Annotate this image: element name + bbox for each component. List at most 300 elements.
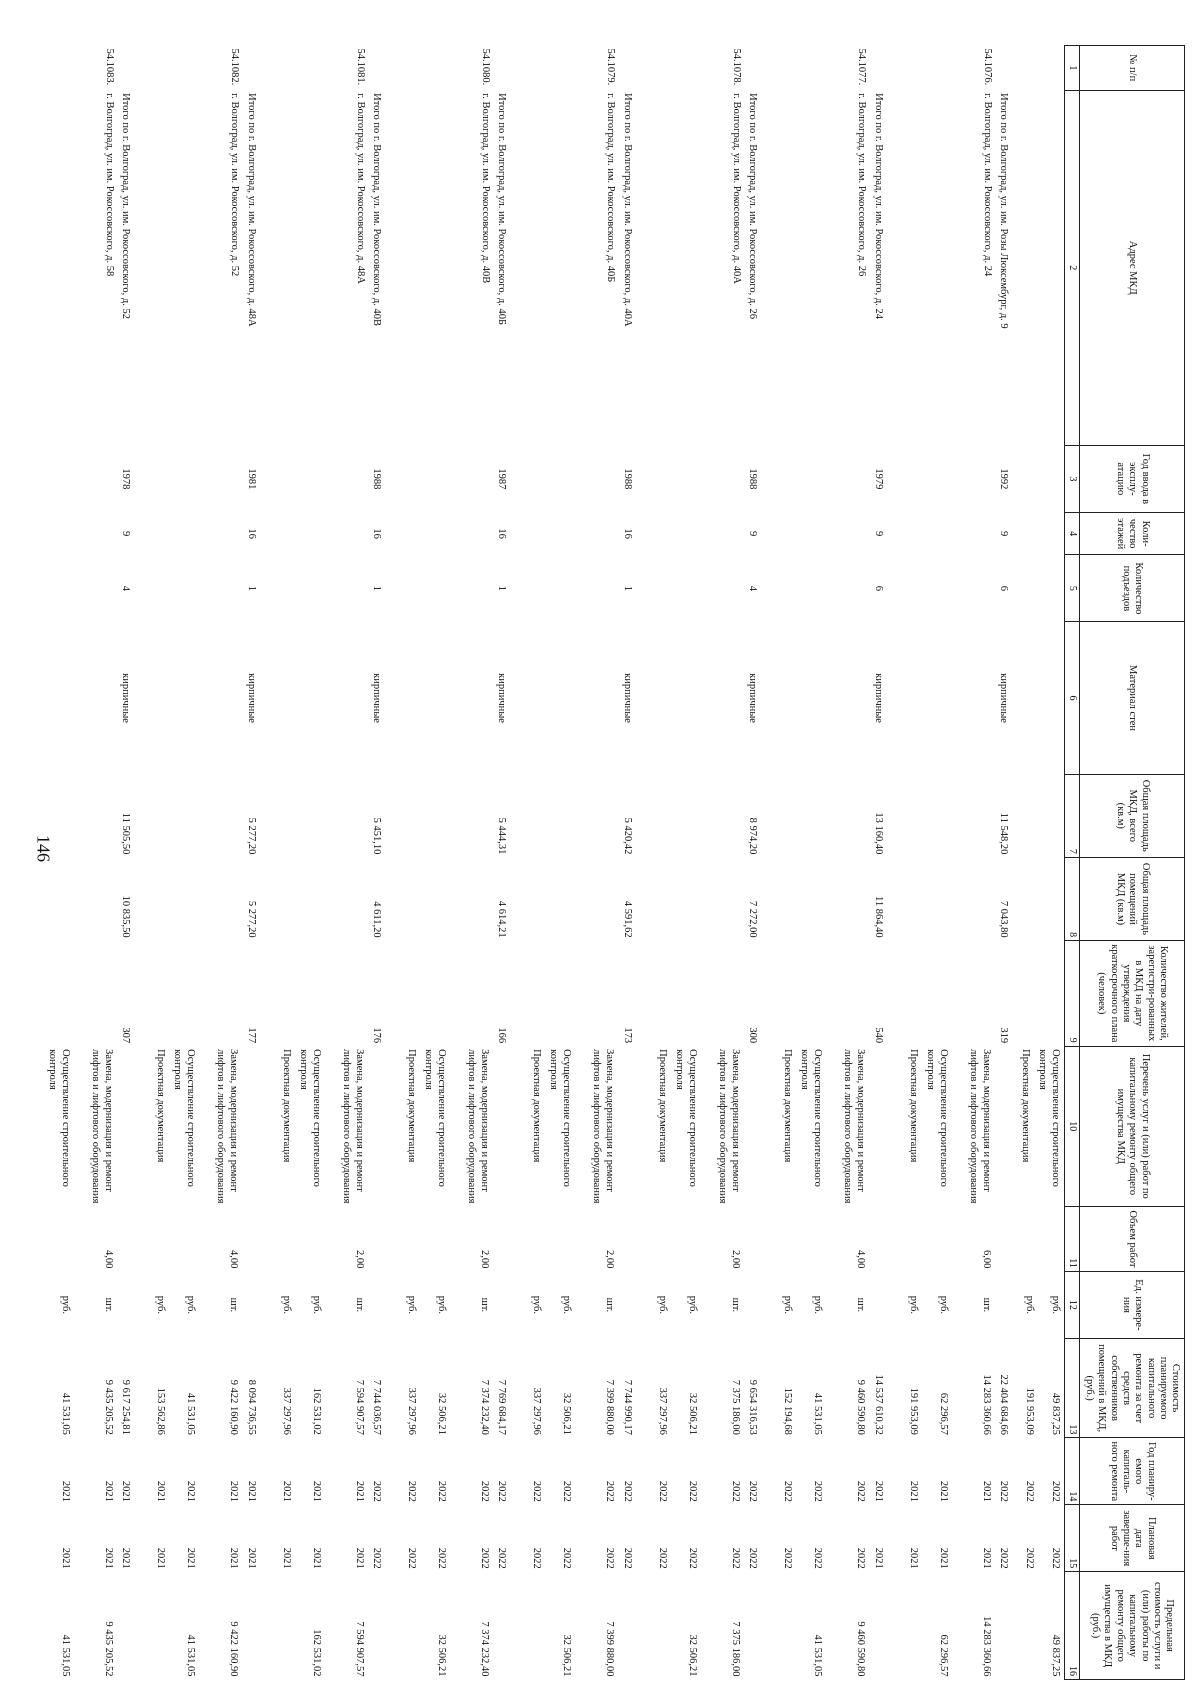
costs	[637, 1338, 744, 1437]
limit-cost: 49 837,25	[1050, 1634, 1061, 1677]
rooms-area: 7 272,00	[747, 900, 759, 938]
column-number: 6	[1065, 622, 1080, 774]
floors: 9	[872, 531, 884, 537]
floors: 16	[371, 528, 383, 539]
cost: 41 531,05	[60, 1392, 71, 1435]
limit-cost: 9 422 160,90	[228, 1621, 240, 1677]
work-volume: 4,00	[103, 1250, 114, 1269]
work-name: Замена, модернизация и ремонт лифтов и лифтового оборудования	[591, 1049, 616, 1204]
wall-material: кирпичные	[872, 673, 884, 723]
residents-count: 300	[747, 1027, 759, 1044]
unit: шт.	[729, 1297, 741, 1313]
limits	[386, 1572, 493, 1680]
residents-count: 307	[120, 1027, 132, 1044]
limit-cost: 41 531,05	[812, 1634, 824, 1677]
entrances: 6	[998, 585, 1009, 592]
limit-cost: 32 506,21	[561, 1634, 573, 1677]
cost: 337 297,96	[531, 1387, 543, 1435]
years	[637, 1438, 744, 1505]
limit-cost	[639, 1575, 669, 1677]
completion-date: 2021	[353, 1547, 365, 1569]
unit: руб.	[656, 1295, 668, 1314]
rotated-table-container	[47, 45, 1185, 1680]
total-cost: 9 654 316,53	[747, 1379, 759, 1435]
total-area: 11 548,20	[998, 812, 1009, 855]
address-row	[888, 46, 995, 1680]
work-name: Осуществление строительного контроля	[924, 1049, 949, 1187]
work-name: Осуществление строительного контроля	[548, 1049, 573, 1187]
header-cell: № п/п	[1080, 46, 1185, 91]
completion-date: 2021	[310, 1547, 322, 1569]
residents-count: 176	[371, 1027, 383, 1044]
total-year: 2022	[496, 1480, 508, 1502]
work-name: Осуществление строительного контроля	[47, 1049, 71, 1187]
unit: шт.	[103, 1297, 114, 1313]
volumes	[261, 1206, 368, 1271]
work-volume	[639, 1209, 669, 1268]
column-number: 16	[1065, 1572, 1080, 1680]
total-cost: 7 769 684,17	[496, 1379, 508, 1435]
work-volume	[544, 1209, 574, 1268]
work-name: Проектная документация	[907, 1049, 919, 1163]
work-volume	[890, 1209, 920, 1268]
limits	[135, 1572, 242, 1680]
total-date: 2021	[245, 1547, 257, 1569]
limit-cost	[388, 1575, 418, 1677]
units	[637, 1271, 744, 1338]
completion-date: 2022	[729, 1547, 741, 1569]
unit: руб.	[1050, 1295, 1061, 1314]
unit: шт.	[980, 1297, 992, 1313]
completion-date: 2021	[60, 1547, 71, 1569]
cost: 7 594 907,57	[353, 1379, 365, 1435]
unit: руб.	[185, 1295, 197, 1314]
total-row	[995, 46, 1013, 1680]
row-number: 54.1078.	[730, 48, 742, 86]
limit-cost: 7 399 880,00	[604, 1621, 616, 1677]
floors: 16	[496, 528, 508, 539]
entrances: 4	[120, 585, 132, 592]
units	[888, 1271, 995, 1338]
address: г. Волгоград, ул. им. Рокоссовского, д. 52	[229, 93, 241, 277]
completion-date: 2022	[855, 1547, 867, 1569]
cost: 32 506,21	[561, 1392, 573, 1435]
header-cell: Стоимость планируемого капитального ремонта за счет средств собственников помещений в МКД, (руб.)	[1080, 1338, 1185, 1437]
limit-cost	[137, 1575, 167, 1677]
dates	[762, 1505, 869, 1572]
cost: 191 953,09	[907, 1387, 919, 1435]
unit: шт.	[479, 1297, 491, 1313]
costs	[762, 1338, 869, 1437]
limit-cost: 14 283 360,66	[980, 1616, 992, 1677]
completion-date: 2022	[782, 1547, 794, 1569]
repair-year: 2022	[436, 1480, 448, 1502]
commission-year: 1978	[120, 468, 132, 490]
total-date: 2021	[120, 1547, 132, 1569]
unit: руб.	[1024, 1295, 1035, 1314]
total-row	[117, 46, 135, 1680]
unit: руб.	[60, 1295, 71, 1314]
column-number: 11	[1065, 1206, 1080, 1271]
cost: 32 506,21	[686, 1392, 698, 1435]
units	[386, 1271, 493, 1338]
total-row	[242, 46, 260, 1680]
work-volume	[669, 1209, 699, 1268]
repair-year: 2021	[103, 1480, 114, 1502]
years	[261, 1438, 368, 1505]
total-year: 2022	[371, 1480, 383, 1502]
residents-count: 166	[496, 1027, 508, 1044]
repair-year: 2022	[812, 1480, 824, 1502]
header-cell: Общая площадь помещений МКД (кв.м)	[1080, 857, 1185, 940]
total-year: 2021	[120, 1480, 132, 1502]
work-name: Замена, модернизация и ремонт лифтов и лифтового оборудования	[340, 1049, 365, 1204]
limit-cost: 7 375 186,00	[729, 1621, 741, 1677]
header-row	[1080, 46, 1185, 1680]
limit-cost: 7 594 907,57	[353, 1621, 365, 1677]
header-cell: Количество жителей, зарегистри-рованных в МКД на дату утверждения краткосрочного плана (человек)	[1080, 941, 1185, 1047]
total-label: Итого по г. Волгоград, ул. им. Рокоссовского, д. 40В	[371, 93, 383, 326]
work-name: Осуществление строительного контроля	[297, 1049, 322, 1187]
address-row	[762, 46, 869, 1680]
limit-cost: 32 506,21	[686, 1634, 698, 1677]
entrances: 1	[621, 585, 633, 592]
repair-year: 2021	[228, 1480, 240, 1502]
address: г. Волгоград, ул. им. Рокоссовского, д. 26	[856, 93, 868, 277]
limit-cost: 9 435 205,52	[103, 1621, 114, 1677]
column-number: 3	[1065, 445, 1080, 512]
column-number: 4	[1065, 512, 1080, 555]
unit: руб.	[561, 1295, 573, 1314]
entrances: 6	[872, 585, 884, 592]
total-label: Итого по г. Волгоград, ул. им. Рокоссовского, д. 40Б	[496, 93, 508, 325]
cost: 14 283 360,66	[980, 1374, 992, 1435]
commission-year: 1987	[496, 468, 508, 490]
address: г. Волгоград, ул. им. Рокоссовского, д. 40Б	[605, 93, 617, 283]
total-area: 5 444,31	[496, 817, 508, 855]
limit-cost: 41 531,05	[185, 1634, 197, 1677]
header-cell: Год планиру-емого капиталь-ного ремонта	[1080, 1438, 1185, 1505]
completion-date: 2022	[686, 1547, 698, 1569]
entrances: 4	[747, 585, 759, 592]
wall-material: кирпичные	[621, 673, 633, 723]
completion-date: 2022	[406, 1547, 418, 1569]
units	[762, 1271, 869, 1338]
work-name: Осуществление строительного контроля	[423, 1049, 448, 1187]
work-name: Проектная документация	[406, 1049, 418, 1163]
completion-date: 2022	[1050, 1547, 1061, 1569]
total-label: Итого по г. Волгоград, ул. им. Рокоссовского, д. 40А	[621, 93, 633, 327]
column-number: 14	[1065, 1438, 1080, 1505]
rooms-area: 10 835,50	[120, 895, 132, 938]
column-number-row	[1065, 46, 1080, 1680]
repair-year: 2022	[729, 1480, 741, 1502]
repair-year: 2022	[561, 1480, 573, 1502]
floors: 16	[245, 528, 257, 539]
header-cell: Адрес МКД	[1080, 90, 1185, 445]
unit: шт.	[604, 1297, 616, 1313]
unit: руб.	[782, 1295, 794, 1314]
dates	[888, 1505, 995, 1572]
work-name: Проектная документация	[1020, 1049, 1031, 1163]
total-year: 2022	[747, 1480, 759, 1502]
completion-date: 2022	[436, 1547, 448, 1569]
volumes	[40, 1206, 117, 1271]
unit: руб.	[937, 1295, 949, 1314]
total-date: 2022	[998, 1547, 1009, 1569]
floors: 9	[998, 531, 1009, 537]
header-cell: Количество подъездов	[1080, 555, 1185, 622]
work-volume	[418, 1209, 448, 1268]
years	[762, 1438, 869, 1505]
total-year: 2021	[245, 1480, 257, 1502]
work-volume	[794, 1209, 824, 1268]
column-number: 9	[1065, 941, 1080, 1047]
work-volume: 2,00	[353, 1250, 365, 1269]
years	[135, 1438, 242, 1505]
column-number: 7	[1065, 774, 1080, 857]
repair-year: 2022	[855, 1480, 867, 1502]
repair-year: 2022	[686, 1480, 698, 1502]
cost: 191 953,09	[1024, 1387, 1035, 1435]
work-name: Осуществление строительного контроля	[172, 1049, 197, 1187]
work-name: Проектная документация	[531, 1049, 543, 1163]
total-date: 2021	[872, 1547, 884, 1569]
table-body	[40, 46, 1065, 1680]
work-volume: 2,00	[479, 1250, 491, 1269]
header-cell: Коли-чество этажей	[1080, 512, 1185, 555]
limit-cost: 162 531,02	[310, 1629, 322, 1677]
works-list	[40, 1046, 117, 1206]
address-row	[261, 46, 368, 1680]
cost: 41 531,05	[812, 1392, 824, 1435]
column-number: 1	[1065, 46, 1080, 91]
header-cell: Год ввода в эксплу-атацию	[1080, 445, 1185, 512]
repair-year: 2021	[353, 1480, 365, 1502]
column-number: 8	[1065, 857, 1080, 940]
rooms-area: 11 864,40	[872, 895, 884, 938]
cost: 337 297,96	[656, 1387, 668, 1435]
residents-count: 177	[245, 1027, 257, 1044]
units	[135, 1271, 242, 1338]
total-row	[744, 46, 762, 1680]
repair-year: 2021	[937, 1480, 949, 1502]
repair-year: 2021	[980, 1480, 992, 1502]
years	[512, 1438, 619, 1505]
total-cost: 8 094 736,55	[245, 1379, 257, 1435]
work-name: Проектная документация	[782, 1049, 794, 1163]
units	[512, 1271, 619, 1338]
total-label: Итого по г. Волгоград, ул. им. Розы Люксембург, д. 9	[998, 93, 1009, 329]
repair-year: 2022	[782, 1480, 794, 1502]
completion-date: 2021	[103, 1547, 114, 1569]
work-name: Осуществление строительного контроля	[673, 1049, 698, 1187]
column-number: 5	[1065, 555, 1080, 622]
work-volume	[263, 1209, 293, 1268]
volumes	[762, 1206, 869, 1271]
completion-date: 2021	[980, 1547, 992, 1569]
residents-count: 540	[872, 1027, 884, 1044]
unit: руб.	[812, 1295, 824, 1314]
work-volume: 2,00	[604, 1250, 616, 1269]
volumes	[637, 1206, 744, 1271]
dates	[512, 1505, 619, 1572]
total-label: Итого по г. Волгоград, ул. им. Рокоссовского, д. 26	[747, 93, 759, 319]
cost: 9 435 205,52	[103, 1379, 114, 1435]
volumes	[888, 1206, 995, 1271]
column-number: 15	[1065, 1505, 1080, 1572]
work-volume	[514, 1209, 544, 1268]
works-list	[512, 1046, 619, 1206]
total-cost: 14 537 610,32	[872, 1374, 884, 1435]
commission-year: 1992	[998, 468, 1009, 490]
cost: 7 374 232,40	[479, 1379, 491, 1435]
dates	[40, 1505, 117, 1572]
dates	[637, 1505, 744, 1572]
rooms-area: 4 591,62	[621, 900, 633, 938]
work-volume	[920, 1209, 950, 1268]
total-label: Итого по г. Волгоград, ул. им. Рокоссовского, д. 24	[872, 93, 884, 319]
works-list	[762, 1046, 869, 1206]
cost: 9 460 590,80	[855, 1379, 867, 1435]
work-name: Замена, модернизация и ремонт лифтов и лифтового оборудования	[716, 1049, 741, 1204]
address-row	[135, 46, 242, 1680]
work-volume	[42, 1209, 72, 1268]
works-list	[261, 1046, 368, 1206]
cost: 41 531,05	[185, 1392, 197, 1435]
repair-year: 2021	[280, 1480, 292, 1502]
work-name: Осуществление строительного контроля	[799, 1049, 824, 1187]
work-volume: 2,00	[729, 1250, 741, 1269]
completion-date: 2022	[656, 1547, 668, 1569]
work-volume: 6,00	[980, 1250, 992, 1269]
address: г. Волгоград, ул. им. Рокоссовского, д. 24	[981, 93, 993, 277]
work-name: Проектная документация	[155, 1049, 167, 1163]
limit-cost: 9 460 590,80	[855, 1621, 867, 1677]
repair-year: 2022	[604, 1480, 616, 1502]
completion-date: 2021	[185, 1547, 197, 1569]
header-cell: Предельная стоимость услуги и (или) работы по капитальному ремонту общего имущества в МКД (руб.)	[1080, 1572, 1185, 1680]
repair-year: 2021	[155, 1480, 167, 1502]
works-list	[386, 1046, 493, 1206]
unit: руб.	[907, 1295, 919, 1314]
work-name: Замена, модернизация и ремонт лифтов и лифтового оборудования	[466, 1049, 491, 1204]
works-list	[135, 1046, 242, 1206]
unit: руб.	[531, 1295, 543, 1314]
entrances: 1	[245, 585, 257, 592]
units	[40, 1271, 117, 1338]
repair-year: 2022	[479, 1480, 491, 1502]
cost: 9 422 160,90	[228, 1379, 240, 1435]
repair-year: 2021	[60, 1480, 71, 1502]
unit: шт.	[855, 1297, 867, 1313]
total-cost: 7 744 990,17	[621, 1379, 633, 1435]
row-number: 54.1082.	[229, 48, 241, 86]
rooms-area: 7 043,80	[998, 900, 1009, 938]
completion-date: 2022	[561, 1547, 573, 1569]
limit-cost: 62 296,57	[937, 1634, 949, 1677]
years	[40, 1438, 117, 1505]
limit-cost: 41 531,05	[60, 1634, 71, 1677]
limits	[637, 1572, 744, 1680]
limit-cost	[890, 1575, 920, 1677]
completion-date: 2022	[479, 1547, 491, 1569]
row-number: 54.1079.	[605, 48, 617, 86]
total-row	[368, 46, 386, 1680]
address: г. Волгоград, ул. им. Рокоссовского, д. 40В	[480, 93, 492, 284]
floors: 9	[747, 531, 759, 537]
row-number: 54.1077.	[856, 48, 868, 86]
limits	[261, 1572, 368, 1680]
rooms-area: 4 611,20	[371, 901, 383, 938]
limits	[40, 1572, 117, 1680]
work-volume	[293, 1209, 323, 1268]
cost: 62 296,57	[937, 1392, 949, 1435]
completion-date: 2022	[604, 1547, 616, 1569]
work-name: Замена, модернизация и ремонт лифтов и лифтового оборудования	[215, 1049, 240, 1204]
residents-count: 173	[621, 1027, 633, 1044]
total-area: 11 505,50	[120, 812, 132, 855]
floors: 16	[621, 528, 633, 539]
work-name: Проектная документация	[656, 1049, 668, 1163]
unit: руб.	[406, 1295, 418, 1314]
wall-material: кирпичные	[496, 673, 508, 723]
repair-year: 2022	[406, 1480, 418, 1502]
total-year: 2022	[621, 1480, 633, 1502]
units	[261, 1271, 368, 1338]
completion-date: 2022	[531, 1547, 543, 1569]
unit: шт.	[353, 1297, 365, 1313]
total-date: 2022	[496, 1547, 508, 1569]
years	[386, 1438, 493, 1505]
row-number: 54.1080.	[480, 48, 492, 86]
dates	[386, 1505, 493, 1572]
commission-year: 1988	[621, 468, 633, 490]
commission-year: 1981	[245, 468, 257, 490]
work-name: Замена, модернизация и ремонт лифтов и лифтового оборудования	[967, 1049, 992, 1204]
header-cell: Объем работ	[1080, 1206, 1185, 1271]
entrances: 1	[496, 585, 508, 592]
page-number: 146	[33, 835, 54, 862]
work-volume: 4,00	[855, 1250, 867, 1269]
unit: руб.	[686, 1295, 698, 1314]
address-row	[637, 46, 744, 1680]
costs	[261, 1338, 368, 1437]
floors: 9	[120, 531, 132, 537]
dates	[261, 1505, 368, 1572]
column-number: 12	[1065, 1271, 1080, 1338]
wall-material: кирпичные	[747, 673, 759, 723]
repair-year: 2022	[1024, 1480, 1035, 1502]
dates	[135, 1505, 242, 1572]
cost: 7 375 186,00	[729, 1379, 741, 1435]
total-area: 5 451,10	[371, 817, 383, 855]
total-date: 2022	[747, 1547, 759, 1569]
column-number: 2	[1065, 90, 1080, 445]
commission-year: 1988	[371, 468, 383, 490]
limit-cost: 32 506,21	[436, 1634, 448, 1677]
work-volume	[167, 1209, 197, 1268]
cost: 152 194,68	[782, 1387, 794, 1435]
costs	[40, 1338, 117, 1437]
total-area: 5 277,20	[245, 817, 257, 855]
cost: 32 506,21	[436, 1392, 448, 1435]
commission-year: 1979	[872, 468, 884, 490]
repair-year: 2022	[1050, 1480, 1061, 1502]
wall-material: кирпичные	[245, 673, 257, 723]
limit-cost: 7 374 232,40	[479, 1621, 491, 1677]
work-name: Замена, модернизация и ремонт лифтов и лифтового оборудования	[842, 1049, 867, 1204]
